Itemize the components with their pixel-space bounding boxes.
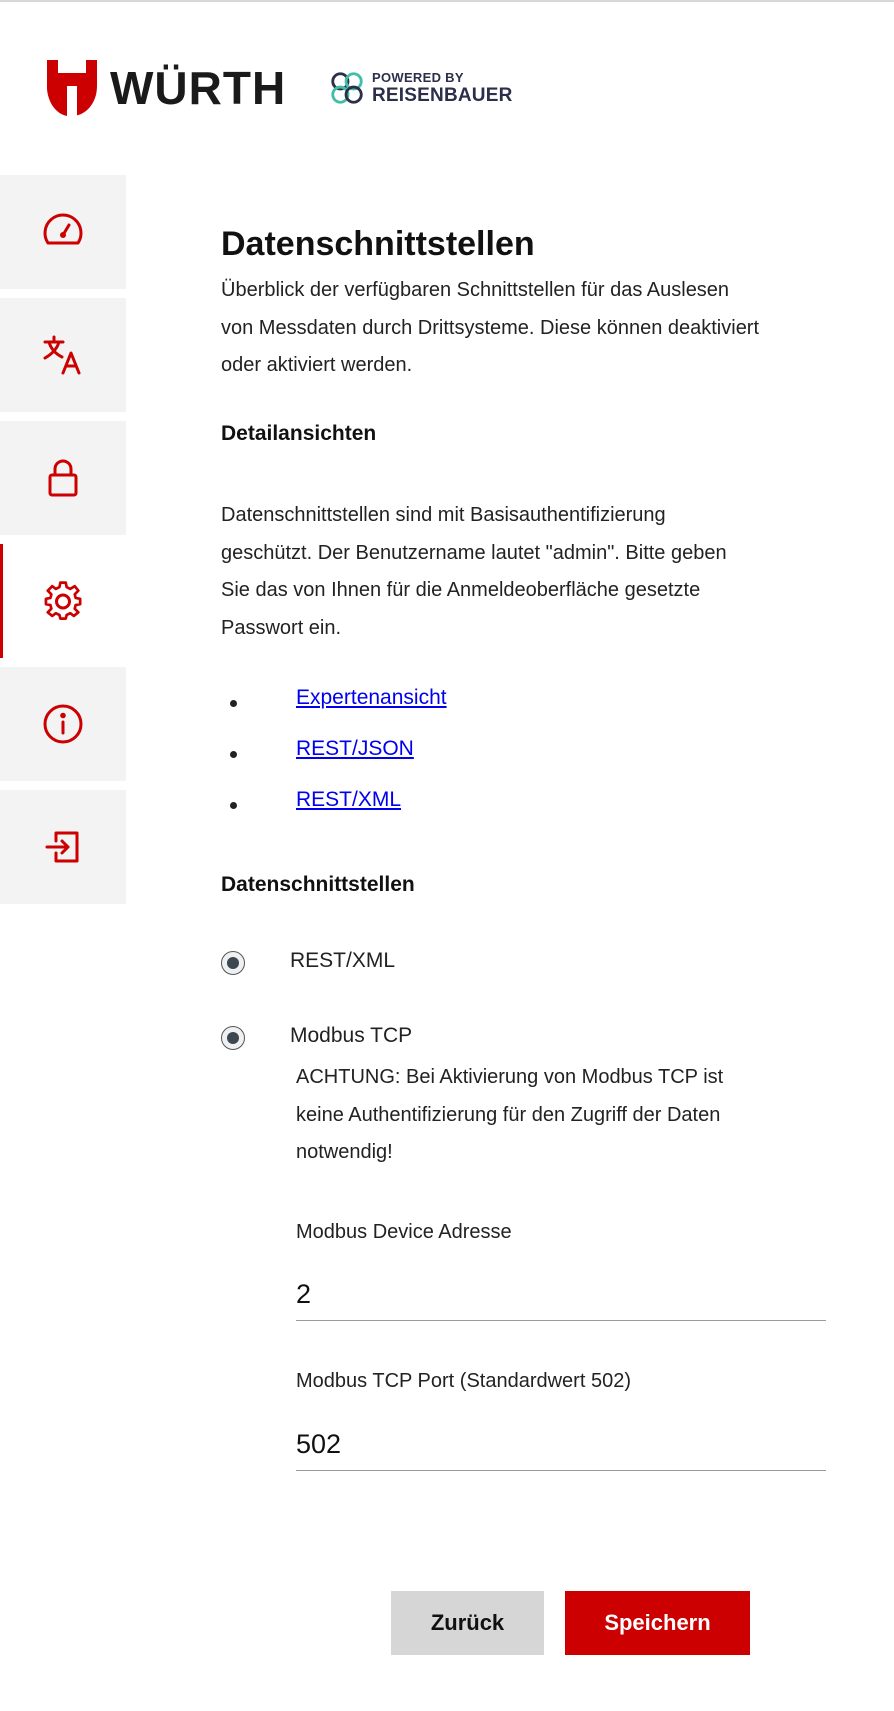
device-address-input[interactable] [296, 1268, 826, 1321]
radio-rest-xml[interactable] [221, 951, 245, 975]
interfaces-heading: Datenschnittstellen [221, 873, 415, 896]
gear-icon [41, 579, 85, 623]
link-rest-json[interactable]: REST/JSON [296, 737, 414, 760]
reisenbauer-logo-icon [328, 68, 366, 108]
powered-by-label: POWERED BY [372, 70, 464, 85]
top-divider [0, 0, 894, 2]
powered-by-badge [328, 68, 513, 108]
sidebar-item-info[interactable] [0, 667, 126, 781]
wurth-logo [47, 60, 286, 116]
auth-info-text: Datenschnittstellen sind mit Basisauthentifizierung geschützt. Der Benutzername lautet "admin". Bitte geben Sie das von Ihnen für die Anmeldeoberfläche gesetzte Passwort ein. [221, 504, 727, 639]
detail-heading: Detailansichten [221, 422, 377, 445]
back-button[interactable]: Zurück [391, 1591, 544, 1655]
link-rest-xml[interactable]: REST/XML [296, 788, 402, 811]
option-rest-xml[interactable] [221, 949, 396, 975]
option-label-modbus-tcp: Modbus TCP [290, 1024, 413, 1047]
bullet [230, 751, 237, 758]
sidebar-item-security[interactable] [0, 421, 126, 535]
save-button[interactable]: Speichern [565, 1591, 750, 1655]
brand-name: WÜRTH [110, 62, 287, 114]
sidebar-item-settings[interactable] [0, 544, 126, 658]
radio-modbus-tcp[interactable] [221, 1026, 245, 1050]
lock-icon [41, 456, 85, 500]
page-title: Datenschnittstellen [221, 225, 535, 263]
radio-dot [227, 957, 239, 969]
tcp-port-input[interactable] [296, 1418, 826, 1471]
info-icon [41, 702, 85, 746]
translate-icon [41, 333, 85, 377]
sidebar-item-dashboard[interactable] [0, 175, 126, 289]
speedometer-icon [41, 210, 85, 254]
sidebar-item-language[interactable] [0, 298, 126, 412]
link-expertenansicht[interactable]: Expertenansicht [296, 686, 447, 709]
option-modbus-tcp[interactable] [221, 1024, 413, 1050]
modbus-warning-text: ACHTUNG: Bei Aktivierung von Modbus TCP ist keine Authentifizierung für den Zugriff der Daten notwendig! [296, 1066, 724, 1163]
wurth-logo-mark [47, 60, 97, 116]
device-address-label: Modbus Device Adresse [296, 1221, 512, 1243]
option-label-rest-xml: REST/XML [290, 949, 396, 972]
logout-icon [41, 825, 85, 869]
intro-text: Überblick der verfügbaren Schnittstellen für das Auslesen von Messdaten durch Drittsysteme. Diese können deaktiviert oder aktiviert werden. [221, 279, 760, 376]
radio-dot [227, 1032, 239, 1044]
powered-by-company: REISENBAUER [372, 85, 513, 106]
bullet [230, 700, 237, 707]
sidebar-item-logout[interactable] [0, 790, 126, 904]
bullet [230, 802, 237, 809]
tcp-port-label: Modbus TCP Port (Standardwert 502) [296, 1370, 631, 1392]
